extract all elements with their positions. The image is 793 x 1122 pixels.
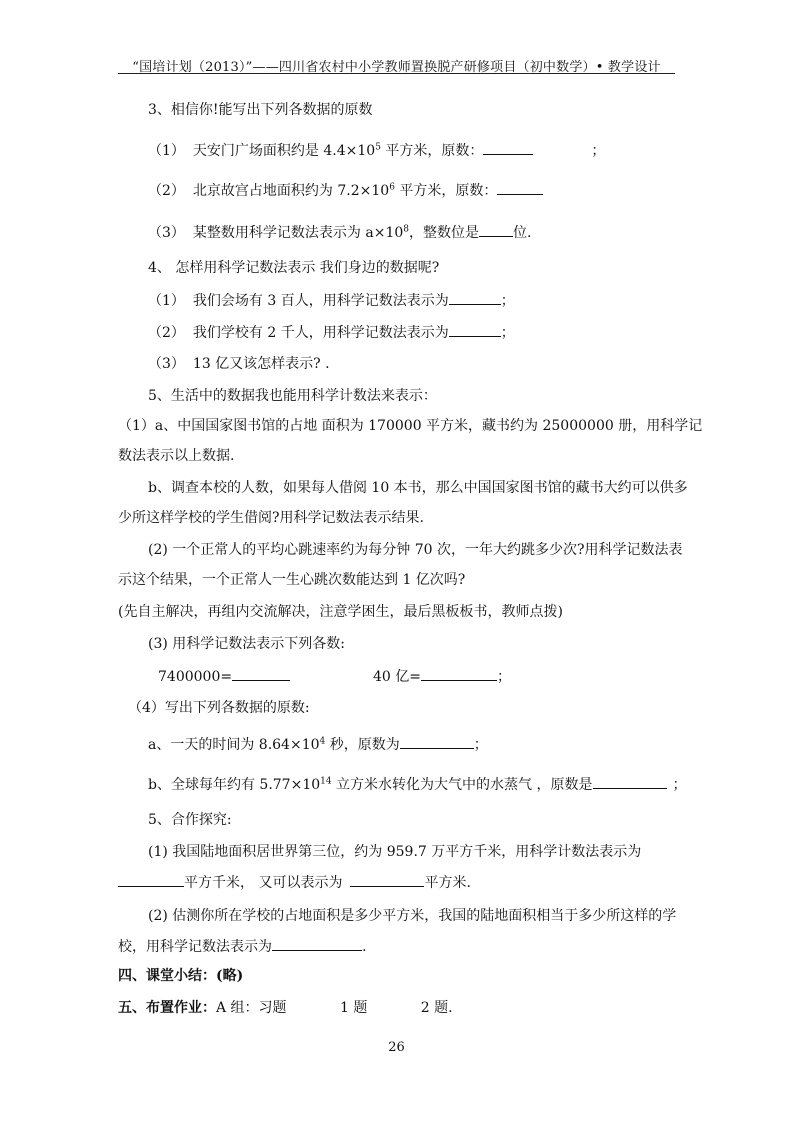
- q3-item-3: [148, 222, 531, 243]
- q3-item-3-exponent: 8: [403, 224, 409, 235]
- q5-p3-a-text: 7400000=: [158, 669, 233, 685]
- q4-item-3: [148, 354, 330, 374]
- q5-p1-b-line1: b、调查本校的人数，如果每人借阅 10 本书，那么中国国家图书馆的藏书大约可以供多: [148, 480, 688, 496]
- answer-blank[interactable]: [483, 140, 533, 155]
- answer-blank[interactable]: [497, 180, 543, 195]
- page-number: 26: [388, 1040, 405, 1055]
- answer-blank[interactable]: [449, 290, 501, 305]
- q3-item-2-label: （2）: [148, 183, 185, 199]
- answer-blank[interactable]: [449, 322, 501, 337]
- q4-item-1-label: （1）: [148, 293, 185, 309]
- q4-item-1: [148, 290, 515, 311]
- q3-item-1-label: （1）: [148, 143, 185, 159]
- q5-title: 5、生活中的数据我也能用科学计数法来表示：: [148, 388, 437, 404]
- coop-p2-text: 校，用科学记数法表示为: [118, 939, 272, 955]
- coop-p2-tail: .: [362, 939, 367, 955]
- coop-p2-line1: (2) 估测你所在学校的占地面积是多少平方米，我国的陆地面积相当于多少所这样的学: [148, 908, 677, 924]
- q5-p4-b-exponent: 14: [320, 776, 332, 787]
- q5-p4-b-text-b: 立方米水转化为大气中的水蒸气 ，原数是: [331, 777, 593, 793]
- q4-item-2-text: 我们学校有 2 千人，用科学记数法表示为: [192, 325, 449, 341]
- q4-item-3-text: 13 亿又该怎样表示? .: [192, 356, 330, 372]
- header-rule: [118, 73, 675, 74]
- q3-item-2-text: 北京故宫占地面积约为 7.2×10: [192, 183, 390, 199]
- q3-item-1-exponent: 5: [375, 142, 381, 153]
- coop-p1-mid: 平方千米， 又可以表示为: [184, 875, 343, 891]
- q4-item-3-label: （3）: [148, 356, 185, 372]
- q4-item-2-label: （2）: [148, 325, 185, 341]
- q5-p4-b-tail: ；: [672, 777, 687, 793]
- coop-p1-line1: (1) 我国陆地面积居世界第三位，约为 959.7 万平方千米，用科学计数法表示为: [148, 844, 642, 860]
- q3-item-1: [148, 140, 605, 161]
- q5-p4-a-exponent: 4: [319, 736, 326, 747]
- coop-p1-tail: 平方米.: [424, 875, 471, 891]
- q5-p3-title: (3) 用科学记数法表示下列各数:: [148, 636, 345, 652]
- q5-p2-line2: 示这个结果，一个正常人一生心跳次数能达到 1 亿次吗?: [118, 572, 466, 588]
- q3-item-1-text-b: 平方米，原数：: [380, 143, 484, 159]
- coop-p2-line2: [118, 936, 366, 957]
- q4-item-1-tail: ；: [500, 293, 515, 309]
- homework-text: A 组：习题 1 题 2 题.: [216, 1000, 453, 1016]
- answer-blank[interactable]: [479, 222, 513, 237]
- q5-p3-b-text: 40 亿=: [373, 669, 421, 685]
- q3-item-2-text-b: 平方米，原数：: [394, 183, 498, 199]
- q3-item-3-text-b: ，整数位是: [409, 225, 479, 241]
- answer-blank[interactable]: [400, 734, 474, 749]
- q3-item-2: [148, 180, 543, 201]
- q5-p4-title: （4）写出下列各数据的原数:: [128, 700, 310, 716]
- q3-title: 3、相信你!能写出下列各数据的原数: [148, 102, 373, 118]
- q5-p3-b: [373, 666, 511, 687]
- q4-item-2-tail: ；: [500, 325, 515, 341]
- q5-p4-a-text: a、一天的时间为 8.64×10: [148, 737, 320, 753]
- q3-item-3-tail: 位.: [513, 225, 532, 241]
- coop-title: 5、合作探究:: [148, 812, 232, 828]
- q5-p3-a: [158, 666, 290, 687]
- answer-blank[interactable]: [421, 666, 497, 681]
- q5-p1-line1: （1）a、中国国家图书馆的占地 面积为 170000 平方米，藏书约为 25000000 册，用科学记: [118, 418, 703, 434]
- q5-p2-line1: (2) 一个正常人的平均心跳速率约为每分钟 70 次，一年大约跳多少次?用科学记数法表: [148, 542, 683, 558]
- q3-item-1-text: 天安门广场面积约是 4.4×10: [192, 143, 376, 159]
- homework-label: 五、布置作业：: [118, 1000, 216, 1016]
- q5-p4-b: [148, 774, 687, 795]
- q5-p4-a: [148, 734, 488, 755]
- q3-item-2-exponent: 6: [389, 182, 395, 193]
- q5-p3-b-tail: ；: [497, 669, 511, 685]
- q5-teaching-note: (先自主解决，再组内交流解决，注意学困生，最后黑板板书，教师点拨): [118, 604, 563, 620]
- summary-heading: 四、课堂小结：(略): [118, 968, 244, 984]
- answer-blank[interactable]: [232, 666, 290, 681]
- q3-item-1-tail: ；: [591, 143, 606, 159]
- coop-p1-line2: [118, 872, 471, 893]
- q4-item-1-text: 我们会场有 3 百人，用科学记数法表示为: [192, 293, 449, 309]
- answer-blank[interactable]: [272, 936, 362, 951]
- q4-item-2: [148, 322, 515, 343]
- answer-blank[interactable]: [593, 774, 667, 789]
- q4-title: 4、 怎样用科学记数法表示 我们身边的数据呢?: [148, 260, 440, 276]
- q3-item-3-label: （3）: [148, 225, 185, 241]
- running-header: “国培计划（2013）”——四川省农村中小学教师置换脱产研修项目（初中数学）• 教学设计: [132, 60, 661, 75]
- q5-p4-a-text-b: 秒，原数为: [325, 737, 400, 753]
- q5-p1-b-line2: 少所这样学校的学生借阅?用科学记数法表示结果.: [118, 510, 424, 526]
- q5-p4-a-tail: ；: [473, 737, 488, 753]
- answer-blank[interactable]: [350, 872, 424, 887]
- q3-item-3-text: 某整数用科学记数法表示为 a×10: [192, 225, 404, 241]
- q5-p4-b-text: b、全球每年约有 5.77×10: [148, 777, 321, 793]
- answer-blank[interactable]: [118, 872, 184, 887]
- q5-p1-line2: 数法表示以上数据.: [118, 448, 235, 464]
- homework-line: [118, 998, 453, 1018]
